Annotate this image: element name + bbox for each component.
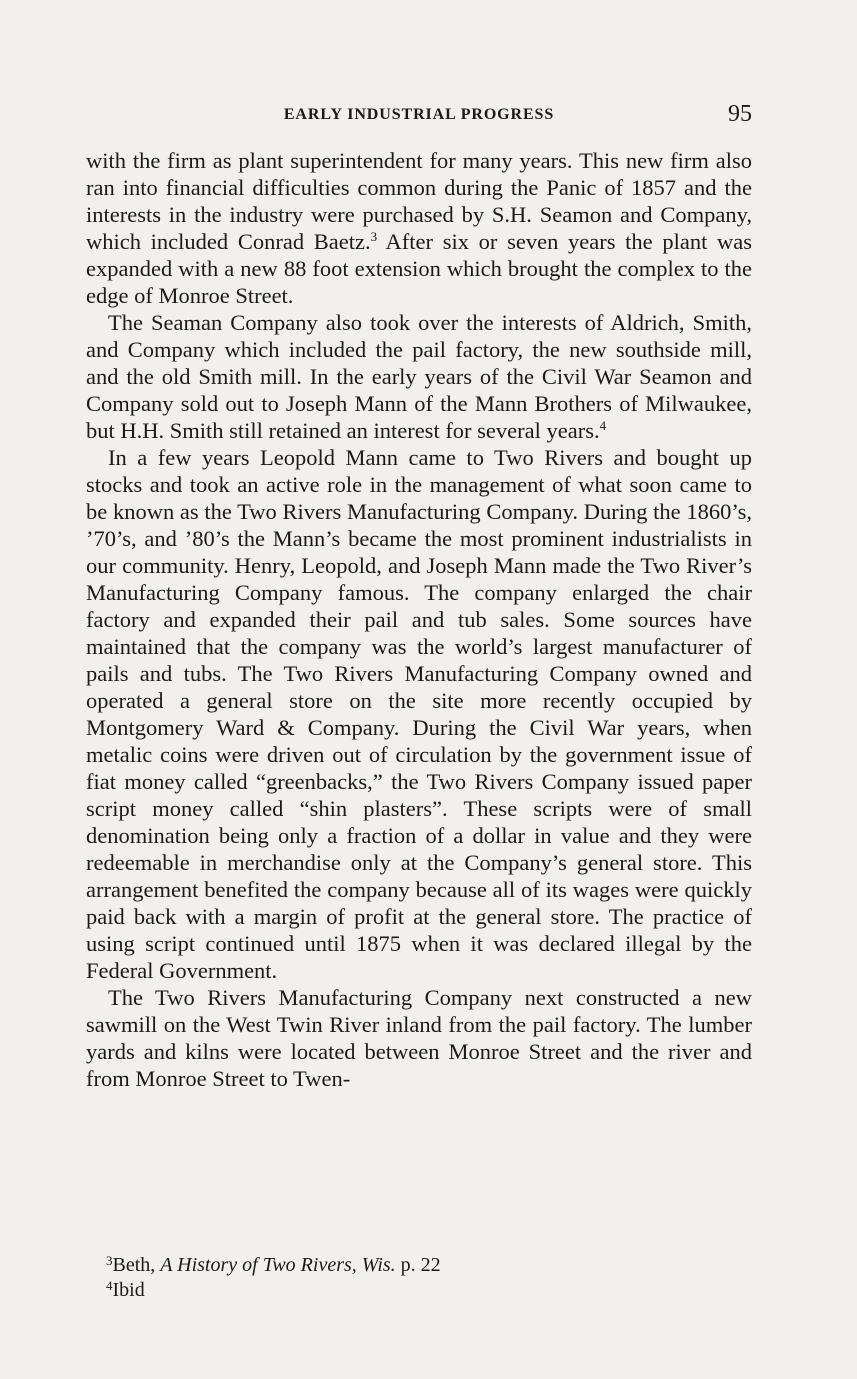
page-number: 95 — [728, 101, 752, 127]
paragraph-text: The Two Rivers Manufacturing Company next constructed a new sawmill on the West Twin River inland from the pail factory. The lumber yards and kilns were located between Monroe Street and the river and from Monroe Street to Twen- — [86, 985, 752, 1091]
footnote-book-title: A History of Two Rivers, Wis. — [160, 1254, 396, 1276]
body-text — [86, 147, 752, 1092]
paragraph — [86, 984, 752, 1092]
footnote — [106, 1253, 726, 1278]
paragraph — [86, 147, 752, 309]
footnote — [106, 1278, 726, 1303]
paragraph-text: In a few years Leopold Mann came to Two Rivers and bought up stocks and took an active role in the management of what soon came to be known as the Two Rivers Manufacturing Company. During the 1860’s, ’70’s, and ’80’s the Mann’s became the most prominent industrialists in our community. Henry, Leopold, and Joseph Mann made the Two River’s Manufacturing Company famous. The company enlarged the chair factory and expanded their pail and tub sales. Some sources have maintained that the company was the world’s largest manufacturer of pails and tubs. The Two Rivers Manufacturing Company owned and operated a general store on the site more recently occupied by Montgomery Ward & Company. During the Civil War years, when metalic coins were driven out of circulation by the government issue of fiat money called “greenbacks,” the Two Rivers Company issued paper script money called “shin plasters”. These scripts were of small denomination being only a fraction of a dollar in value and they were redeemable in merchandise only at the Company’s general store. This arrangement benefited the company because all of its wages were quickly paid back with a margin of profit at the general store. The practice of using script continued until 1875 when it was declared illegal by the Federal Government. — [86, 445, 752, 983]
footnote-page-ref: p. 22 — [395, 1254, 441, 1276]
paragraph-text: The Seaman Company also took over the interests of Aldrich, Smith, and Company which included the pail factory, the new southside mill, and the old Smith mill. In the early years of the Civil War Seamon and Company sold out to Joseph Mann of the Mann Brothers of Milwaukee, but H.H. Smith still retained an interest for several years. — [86, 310, 752, 443]
footnote-text: Beth, — [112, 1254, 161, 1276]
footnote-mark: 4 — [106, 1278, 113, 1293]
footnotes — [106, 1253, 726, 1303]
footnote-text: Ibid — [112, 1279, 145, 1301]
paragraph — [86, 309, 752, 444]
paragraph — [86, 444, 752, 984]
running-head — [86, 101, 752, 131]
running-title: EARLY INDUSTRIAL PROGRESS — [283, 106, 555, 123]
footnote-mark: 3 — [106, 1253, 113, 1268]
paragraph-text: After six or seven years the plant was expanded with a new 88 foot extension which brought the complex to the edge of Monroe Street. — [86, 229, 752, 308]
paragraph-text: with the firm as plant superintendent for many years. This new firm also ran into financial difficulties common during the Panic of 1857 and the interests in the industry were purchased by S.H. Seamon and Company, which included Conrad Baetz. — [86, 148, 752, 254]
footnote-reference: 3 — [370, 229, 378, 244]
footnote-reference: 4 — [599, 418, 607, 433]
